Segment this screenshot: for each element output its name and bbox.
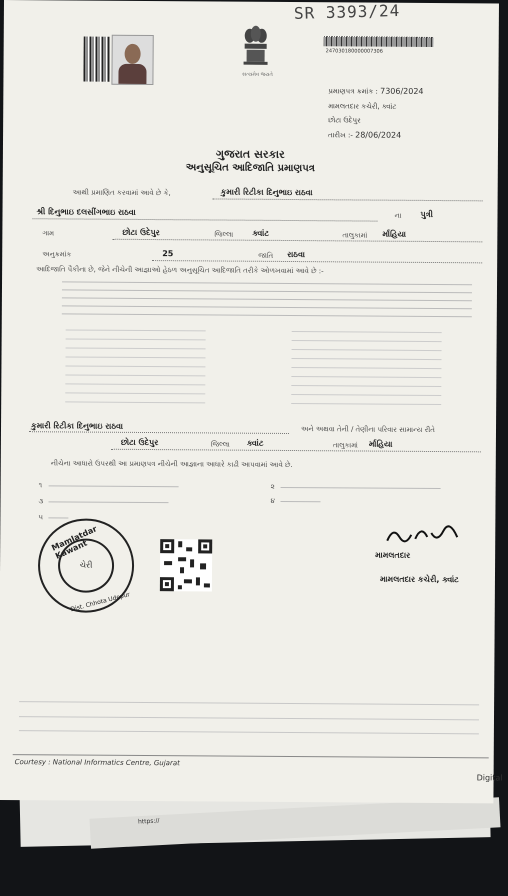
village: છોટા ઉદેપુર: [122, 227, 160, 238]
order-list-block: [4, 0, 499, 3]
applicant-photo: [111, 35, 153, 85]
caste: રાઠવા: [287, 249, 305, 260]
relation-label: ના: [394, 211, 402, 220]
fine-print-notes: [4, 0, 499, 3]
taluka-label: તાલુકામાં: [342, 231, 368, 240]
basis-3: ૩: [38, 497, 44, 506]
mamlatdar-seal: [38, 518, 135, 613]
village-label: ગામ: [42, 229, 55, 238]
seal-top-text: Mamlatdar Kawant: [50, 524, 99, 561]
residence-taluka: ર્માહિયા: [368, 439, 393, 449]
residence-district-label: જિલ્લા: [210, 440, 230, 449]
top-barcode: [324, 36, 434, 47]
cert-number-row: પ્રમાણપત્ર ક્રમાંક : 7306/2024: [328, 86, 424, 96]
digital-label: Digital: [476, 773, 503, 783]
place-text: છોટા ઉદેપુર: [328, 116, 361, 125]
taluka: ર્માહિયા: [382, 229, 407, 239]
state-emblem-icon: [240, 24, 272, 68]
district: ક્વાંટ: [252, 228, 270, 238]
seal-center-text: ચેરી: [58, 538, 114, 592]
serial-number: 25: [162, 249, 174, 259]
holder-name: કુમારી રિટીકા દિનુભાઇ રાઠવા: [30, 421, 124, 431]
signature-icon: [385, 523, 465, 548]
line1-prefix: આથી પ્રમાણિત કરવામાં આવે છે કે,: [72, 188, 171, 198]
barcode: [83, 37, 109, 82]
barcode-text: 247030180000007306: [325, 48, 383, 55]
basis-1: ૧: [38, 481, 43, 490]
reason-line: નીચેના આધારો ઉપરથી આ પ્રમાણપત્ર નીચેની આજ્ઞાના આધારે કાઢી આપવામાં આવે છે.: [50, 459, 293, 470]
url-text: https://: [137, 817, 160, 826]
residence-taluka-label: તાલુકામાં: [332, 441, 358, 450]
holder-suffix: અને અથવા તેની / તેણીના પરિવાર સામાન્ય રીતે: [300, 425, 435, 435]
relation: પુત્રી: [420, 209, 433, 219]
caste-label: જાતિ: [258, 251, 274, 260]
recognized-text: આદિજાતિ પૈકીના છે, જેને નીચેની આજ્ઞાઓ હેઠળ અનુસૂચિત આદિજાતિ તરીકે ઓળખવામાં આવે છે :-: [36, 265, 324, 276]
emblem-caption: સત્યમેવ જયતે: [242, 71, 273, 78]
serial-label: અનુક્રમાંક: [42, 250, 72, 259]
qr-code: [160, 539, 212, 591]
courtesy-footer: Courtesy : National Informatics Centre, Gujarat: [14, 758, 180, 768]
basis-2: ૨: [270, 482, 275, 491]
residence-village: છોટા ઉદેપુર: [120, 437, 159, 448]
district-label: જિલ્લા: [214, 230, 234, 239]
basis-4: ૪: [270, 496, 275, 505]
date-row: તારીખ :- 28/06/2024: [328, 130, 402, 140]
basis-5: ૫: [38, 513, 44, 522]
certificate-title: અનુસૂચિત આદિજાતિ પ્રમાણપત્ર: [185, 162, 315, 175]
signatory-designation: મામલતદાર: [375, 550, 411, 560]
handwritten-number: SR 3393/24: [293, 0, 401, 23]
father-name: શ્રી દિનુભાઇ દલસીંગભાઇ રાઠવા: [36, 207, 136, 217]
office-text: મામલતદાર કચેરી, ક્વાંટ: [328, 102, 397, 111]
govt-title: ગુજરાત સરકાર: [216, 147, 285, 161]
signatory-office: મામલતદાર કચેરી, ક્વાંટ: [379, 574, 459, 585]
seal-bottom-text: Dist. Chhota Udepur: [69, 591, 131, 614]
residence-district: ક્વાંટ: [246, 438, 264, 448]
person-name: કુમારી રિટીકા દિનુભાઇ રાઠવા: [220, 187, 313, 198]
